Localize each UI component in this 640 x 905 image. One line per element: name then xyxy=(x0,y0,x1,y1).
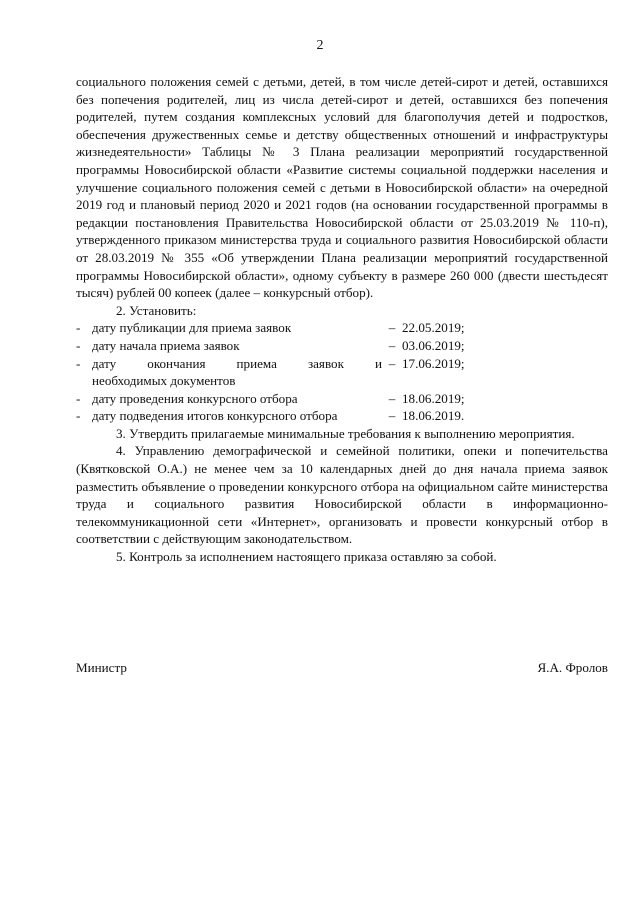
signatory-position: Министр xyxy=(76,660,127,675)
date-row-end: - дату окончания приема заявок и – 17.06.2019; xyxy=(76,355,465,371)
date-row-end-continued: необходимых документов xyxy=(92,373,236,389)
dates-list xyxy=(76,319,608,425)
date-row-publication: - дату публикации для приема заявок – 22.05.2019; xyxy=(76,320,465,336)
signature-block xyxy=(76,660,608,676)
document-body xyxy=(76,73,608,566)
intro-paragraph: социального положения семей с детьми, детей, в том числе детей-сирот и детей, оставшихся без попечения родителей, лиц из числа детей-сирот и детей, оставшихся без попечения родителей, путем создания комплексных условий для благополучия детей и подростков, обеспечения дружественных семье и детству общественных отношений и инфраструктуры жизнедеятельности» Таблицы № 3 Плана реализации мероприятий государственной программы Новосибирской области «Развитие системы социальной поддержки населения и улучшение социального положения семей с детьми в Новосибирской области» на очередной 2019 год и плановый период 2020 и 2021 годов (на основании государственной программы в редакции постановления Правительства Новосибирской области от 25.03.2019 № 110-п), утвержденного приказом министерства труда и социального развития Новосибирской области от 28.03.2019 № 355 «Об утверждении Плана реализации мероприятий государственной программы Новосибирской области», одному субъекту в размере 260 000 (двести шестьдесят тысяч) рублей 00 копеек (далее – конкурсный отбор). xyxy=(76,74,609,301)
page-number: 2 xyxy=(316,38,324,53)
date-row-selection: - дату проведения конкурсного отбора – 18.06.2019; xyxy=(76,390,465,406)
item-5: 5. Контроль за исполнением настоящего приказа оставляю за собой. xyxy=(116,549,497,565)
item-4: 4. Управлению демографической и семейной политики, опеки и попечительства (Квятковской О.А.) не менее чем за 10 календарных дней до дня начала приема заявок разместить объявление о проведении конкурсного отбора на официальном сайте министерства труда и социального развития Новосибирской области в информационно-телекоммуникационной сети «Интернет», организовать и провести конкурсный отбор в соответствии с действующим законодательством. xyxy=(76,443,608,547)
item-2-heading: 2. Установить: xyxy=(116,302,197,318)
signatory-name: Я.А. Фролов xyxy=(537,660,608,675)
date-row-results: - дату подведения итогов конкурсного отбора – 18.06.2019. xyxy=(76,408,465,424)
date-row-start: - дату начала приема заявок – 03.06.2019; xyxy=(76,337,465,353)
item-3: 3. Утвердить прилагаемые минимальные требования к выполнению мероприятия. xyxy=(116,425,575,441)
